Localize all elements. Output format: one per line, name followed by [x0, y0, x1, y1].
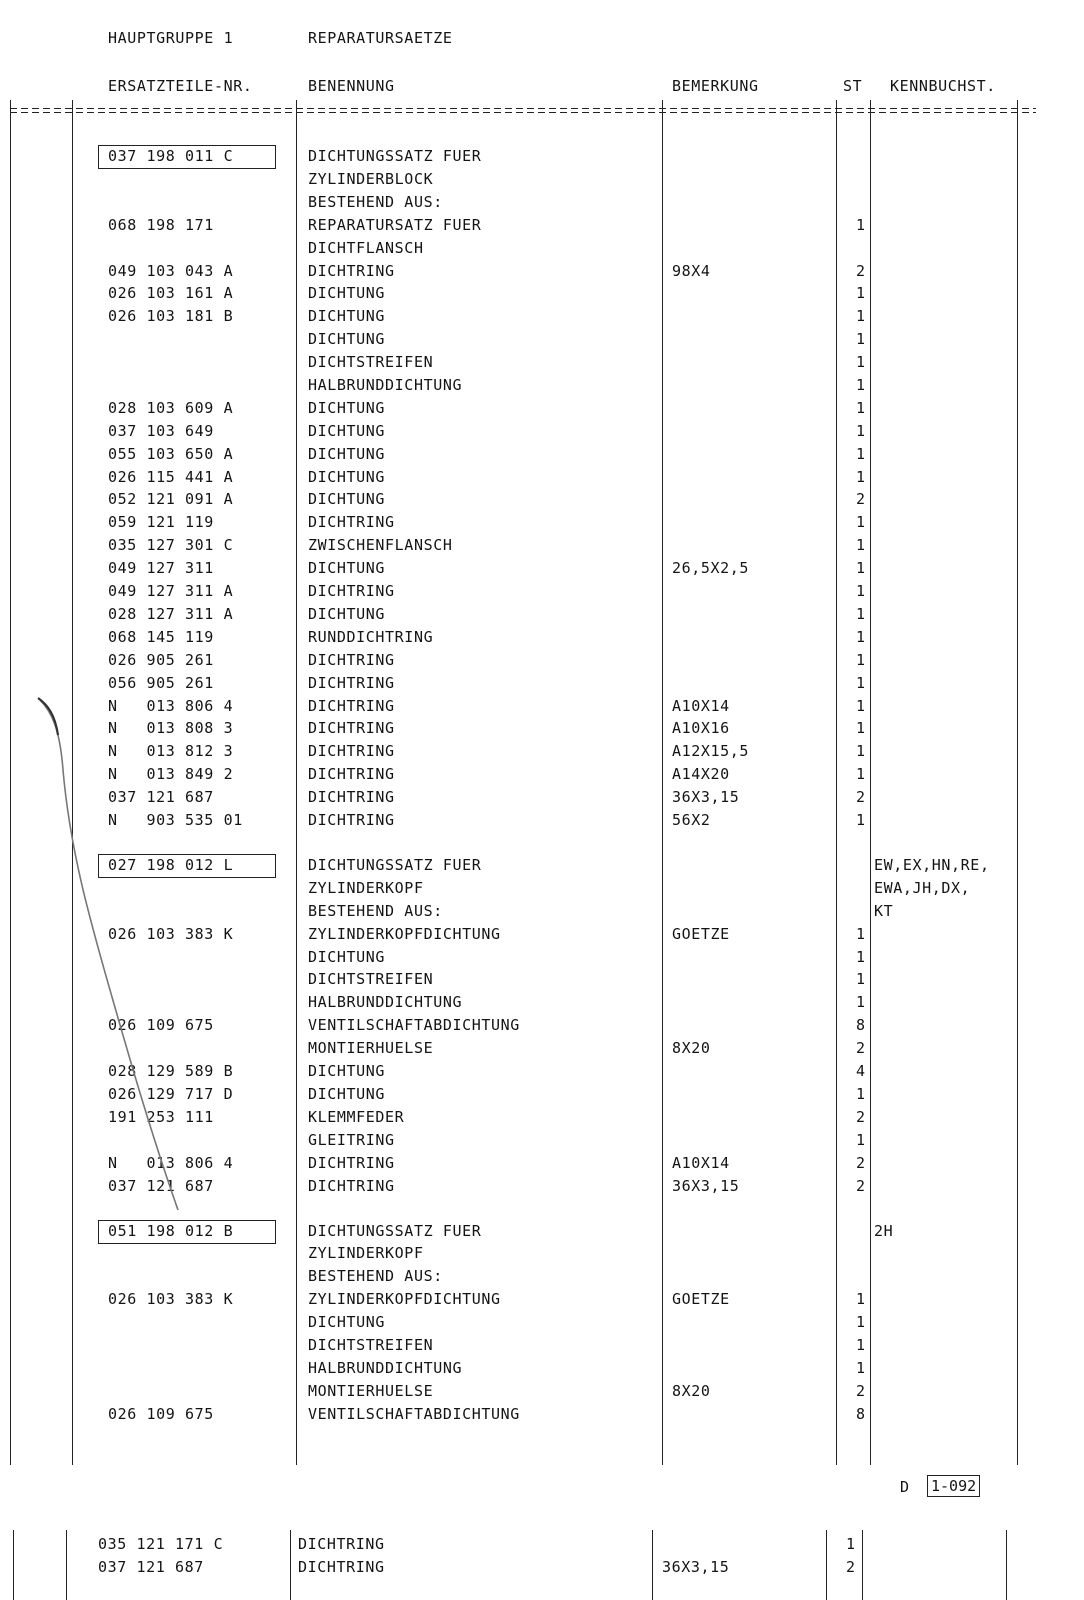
part-name: DICHTRING — [308, 719, 395, 737]
part-name: DICHTRING — [308, 788, 395, 806]
part-number: N 013 849 2 — [108, 765, 234, 783]
part-name: GLEITRING — [308, 1131, 395, 1149]
part-qty: 1 — [856, 513, 866, 531]
part-qty: 1 — [856, 1313, 866, 1331]
part-name: DICHTUNG — [308, 445, 386, 463]
part-number: 049 103 043 A — [108, 262, 234, 280]
part-number: 028 103 609 A — [108, 399, 234, 417]
part-qty: 1 — [856, 651, 866, 669]
part-name: DICHTRING — [308, 582, 395, 600]
part-code: 2H — [874, 1222, 894, 1240]
part-qty: 2 — [856, 1177, 866, 1195]
part-remark: 56X2 — [672, 811, 711, 829]
part-name: ZYLINDERBLOCK — [308, 170, 434, 188]
part-name: ZWISCHENFLANSCH — [308, 536, 453, 554]
section-title: REPARATURSAETZE — [308, 29, 453, 47]
part-qty: 1 — [856, 582, 866, 600]
part-number: N 903 535 01 — [108, 811, 243, 829]
part-name: DICHTUNG — [308, 422, 386, 440]
part-name: DICHTUNG — [308, 284, 386, 302]
part-number: N 013 808 3 — [108, 719, 234, 737]
part-qty: 1 — [856, 948, 866, 966]
part-name: VENTILSCHAFTABDICHTUNG — [308, 1016, 520, 1034]
part-number: N 013 806 4 — [108, 697, 234, 715]
part-qty: 1 — [856, 422, 866, 440]
part-name: DICHTUNG — [308, 1085, 386, 1103]
part-number: 059 121 119 — [108, 513, 214, 531]
part-name: DICHTUNGSSATZ FUER — [308, 856, 482, 874]
part-name: DICHTUNG — [308, 605, 386, 623]
part-qty: 1 — [856, 445, 866, 463]
part-name: MONTIERHUELSE — [308, 1039, 434, 1057]
part-number: N 013 812 3 — [108, 742, 234, 760]
page-number: 1-092 — [927, 1475, 980, 1497]
part-qty: 1 — [856, 353, 866, 371]
part-number: 026 905 261 — [108, 651, 214, 669]
part-number: 026 103 161 A — [108, 284, 234, 302]
next-remark: 36X3,15 — [662, 1558, 730, 1576]
part-number: 028 129 589 B — [108, 1062, 234, 1080]
part-name: ZYLINDERKOPFDICHTUNG — [308, 1290, 501, 1308]
part-name: DICHTUNG — [308, 1062, 386, 1080]
part-qty: 1 — [856, 628, 866, 646]
part-number: 068 198 171 — [108, 216, 214, 234]
part-number: 037 121 687 — [108, 1177, 214, 1195]
part-qty: 1 — [856, 697, 866, 715]
part-name: DICHTUNGSSATZ FUER — [308, 147, 482, 165]
part-number: N 013 806 4 — [108, 1154, 234, 1172]
part-name: DICHTUNGSSATZ FUER — [308, 1222, 482, 1240]
part-number: 026 103 383 K — [108, 925, 234, 943]
part-name: DICHTUNG — [308, 490, 386, 508]
part-name: VENTILSCHAFTABDICHTUNG — [308, 1405, 520, 1423]
part-remark: A12X15,5 — [672, 742, 750, 760]
part-name: ZYLINDERKOPFDICHTUNG — [308, 925, 501, 943]
part-number: 056 905 261 — [108, 674, 214, 692]
part-name: DICHTRING — [308, 1154, 395, 1172]
part-name: ZYLINDERKOPF — [308, 1244, 424, 1262]
part-name: BESTEHEND AUS: — [308, 1267, 443, 1285]
part-qty: 1 — [856, 674, 866, 692]
part-qty: 1 — [856, 307, 866, 325]
part-number: 037 198 011 C — [108, 147, 234, 165]
part-qty: 1 — [856, 742, 866, 760]
part-name: DICHTSTREIFEN — [308, 970, 434, 988]
part-number: 191 253 111 — [108, 1108, 214, 1126]
part-number: 051 198 012 B — [108, 1222, 234, 1240]
part-qty: 1 — [856, 925, 866, 943]
part-qty: 1 — [856, 1336, 866, 1354]
part-qty: 2 — [856, 1039, 866, 1057]
part-name: DICHTSTREIFEN — [308, 353, 434, 371]
part-name: MONTIERHUELSE — [308, 1382, 434, 1400]
part-remark: 36X3,15 — [672, 1177, 740, 1195]
part-qty: 8 — [856, 1016, 866, 1034]
part-name: DICHTUNG — [308, 1313, 386, 1331]
part-number: 026 115 441 A — [108, 468, 234, 486]
part-number: 026 103 383 K — [108, 1290, 234, 1308]
col-header-qty: ST — [843, 77, 863, 95]
col-header-code: KENNBUCHST. — [890, 77, 996, 95]
part-qty: 4 — [856, 1062, 866, 1080]
part-qty: 1 — [856, 1085, 866, 1103]
part-number: 026 109 675 — [108, 1016, 214, 1034]
part-remark: A10X14 — [672, 1154, 730, 1172]
next-qty: 2 — [846, 1558, 856, 1576]
part-name: DICHTRING — [308, 262, 395, 280]
part-qty: 2 — [856, 1154, 866, 1172]
part-qty: 1 — [856, 399, 866, 417]
part-number: 049 127 311 A — [108, 582, 234, 600]
part-name: RUNDDICHTRING — [308, 628, 434, 646]
next-name: DICHTRING — [298, 1558, 385, 1576]
page-prefix: D — [900, 1478, 910, 1496]
part-remark: 98X4 — [672, 262, 711, 280]
part-number: 055 103 650 A — [108, 445, 234, 463]
next-name: DICHTRING — [298, 1535, 385, 1553]
part-name: BESTEHEND AUS: — [308, 902, 443, 920]
part-qty: 2 — [856, 1108, 866, 1126]
part-number: 049 127 311 — [108, 559, 214, 577]
part-number: 037 103 649 — [108, 422, 214, 440]
part-name: DICHTRING — [308, 742, 395, 760]
part-remark: GOETZE — [672, 925, 730, 943]
part-remark: 26,5X2,5 — [672, 559, 750, 577]
part-remark: 8X20 — [672, 1039, 711, 1057]
part-qty: 1 — [856, 993, 866, 1011]
col-header-name: BENENNUNG — [308, 77, 395, 95]
part-qty: 1 — [856, 765, 866, 783]
part-name: DICHTUNG — [308, 399, 386, 417]
part-code: KT — [874, 902, 894, 920]
part-qty: 2 — [856, 262, 866, 280]
part-name: KLEMMFEDER — [308, 1108, 405, 1126]
part-name: DICHTUNG — [308, 948, 386, 966]
part-number: 028 127 311 A — [108, 605, 234, 623]
part-code: EW,EX,HN,RE, — [874, 856, 990, 874]
part-qty: 8 — [856, 1405, 866, 1423]
part-name: DICHTUNG — [308, 307, 386, 325]
part-name: DICHTRING — [308, 697, 395, 715]
part-name: DICHTRING — [308, 513, 395, 531]
next-qty: 1 — [846, 1535, 856, 1553]
next-part: 035 121 171 C — [98, 1535, 224, 1553]
part-qty: 1 — [856, 376, 866, 394]
part-qty: 1 — [856, 468, 866, 486]
part-qty: 1 — [856, 559, 866, 577]
part-number: 027 198 012 L — [108, 856, 234, 874]
part-remark: A10X14 — [672, 697, 730, 715]
part-name: BESTEHEND AUS: — [308, 193, 443, 211]
part-number: 026 109 675 — [108, 1405, 214, 1423]
part-number: 037 121 687 — [108, 788, 214, 806]
next-part: 037 121 687 — [98, 1558, 204, 1576]
part-qty: 1 — [856, 216, 866, 234]
part-name: DICHTUNG — [308, 468, 386, 486]
col-header-part-no: ERSATZTEILE-NR. — [108, 77, 253, 95]
part-name: DICHTUNG — [308, 330, 386, 348]
part-remark: 8X20 — [672, 1382, 711, 1400]
part-remark: GOETZE — [672, 1290, 730, 1308]
part-qty: 1 — [856, 970, 866, 988]
part-qty: 1 — [856, 536, 866, 554]
part-remark: 36X3,15 — [672, 788, 740, 806]
part-name: DICHTRING — [308, 765, 395, 783]
part-name: HALBRUNDDICHTUNG — [308, 376, 463, 394]
part-qty: 1 — [856, 1290, 866, 1308]
part-qty: 1 — [856, 719, 866, 737]
part-qty: 1 — [856, 284, 866, 302]
part-name: DICHTRING — [308, 651, 395, 669]
part-name: ZYLINDERKOPF — [308, 879, 424, 897]
part-name: DICHTUNG — [308, 559, 386, 577]
part-name: HALBRUNDDICHTUNG — [308, 993, 463, 1011]
part-qty: 2 — [856, 490, 866, 508]
col-header-remark: BEMERKUNG — [672, 77, 759, 95]
part-name: DICHTFLANSCH — [308, 239, 424, 257]
part-number: 026 103 181 B — [108, 307, 234, 325]
group-heading: HAUPTGRUPPE 1 — [108, 29, 234, 47]
part-name: HALBRUNDDICHTUNG — [308, 1359, 463, 1377]
part-remark: A10X16 — [672, 719, 730, 737]
part-number: 068 145 119 — [108, 628, 214, 646]
part-qty: 2 — [856, 1382, 866, 1400]
part-qty: 1 — [856, 1359, 866, 1377]
part-qty: 1 — [856, 330, 866, 348]
part-qty: 2 — [856, 788, 866, 806]
part-name: DICHTSTREIFEN — [308, 1336, 434, 1354]
part-qty: 1 — [856, 605, 866, 623]
part-code: EWA,JH,DX, — [874, 879, 971, 897]
part-name: DICHTRING — [308, 1177, 395, 1195]
part-number: 026 129 717 D — [108, 1085, 234, 1103]
part-qty: 1 — [856, 1131, 866, 1149]
part-number: 035 127 301 C — [108, 536, 234, 554]
part-number: 052 121 091 A — [108, 490, 234, 508]
part-name: DICHTRING — [308, 811, 395, 829]
part-qty: 1 — [856, 811, 866, 829]
part-name: DICHTRING — [308, 674, 395, 692]
part-remark: A14X20 — [672, 765, 730, 783]
part-name: REPARATURSATZ FUER — [308, 216, 482, 234]
